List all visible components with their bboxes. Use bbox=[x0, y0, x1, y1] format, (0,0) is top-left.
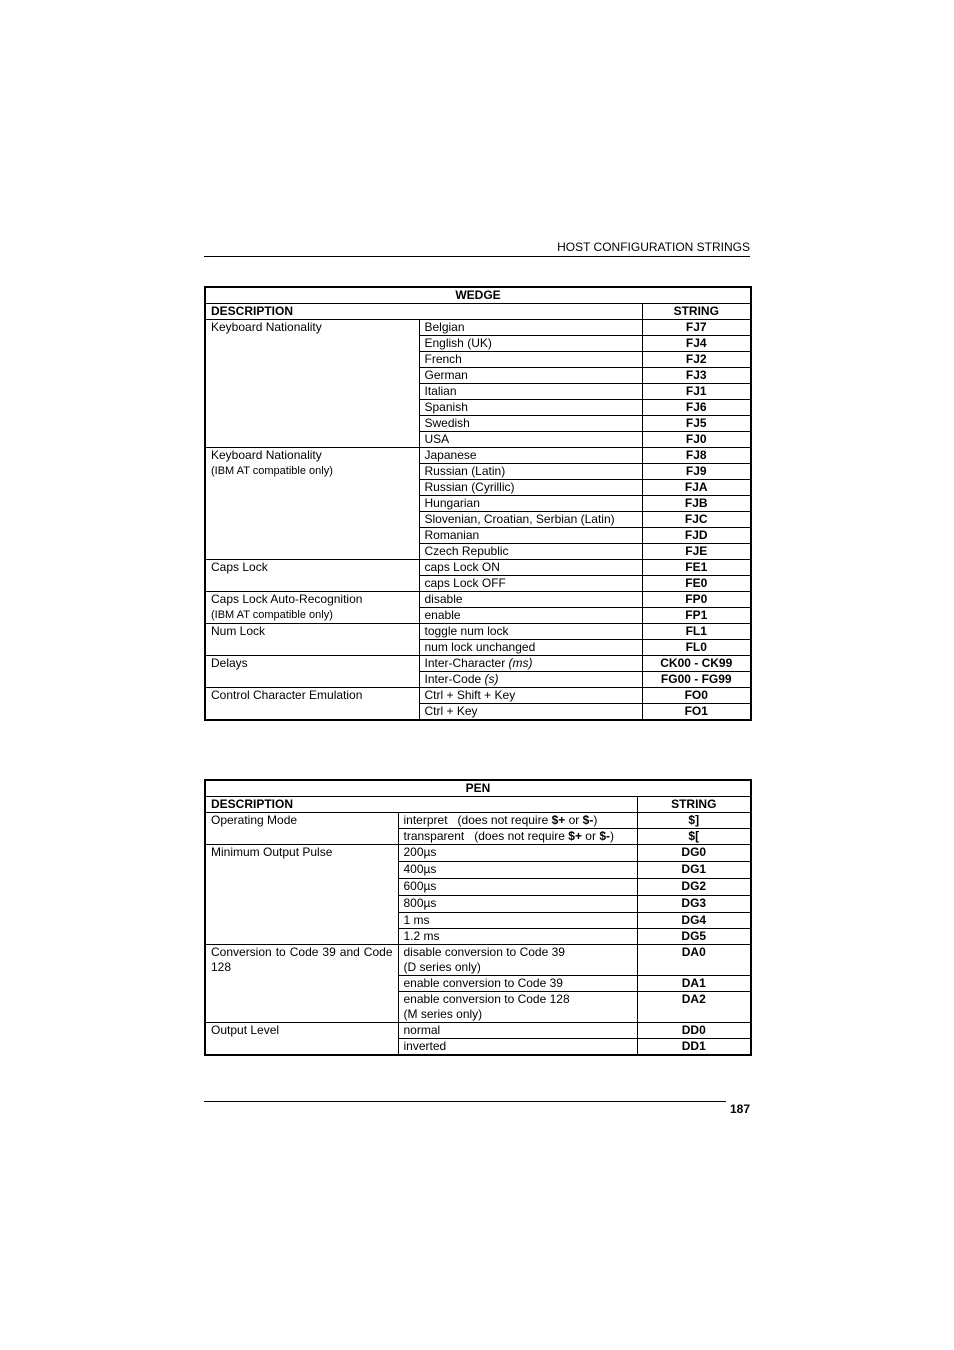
option-cell: enable conversion to Code 128 (M series only) bbox=[398, 992, 637, 1023]
option-cell: 1 ms bbox=[398, 913, 637, 929]
table-row bbox=[205, 1023, 751, 1039]
pen-col-string: STRING bbox=[637, 797, 751, 813]
group-label: Delays bbox=[205, 656, 419, 688]
string-cell: FJ6 bbox=[642, 400, 751, 416]
string-cell: FE1 bbox=[642, 560, 751, 576]
string-cell: DG2 bbox=[637, 879, 751, 896]
group-label: Minimum Output Pulse bbox=[205, 845, 398, 945]
string-cell: DG4 bbox=[637, 913, 751, 929]
string-cell: DG3 bbox=[637, 896, 751, 913]
pen-col-description: DESCRIPTION bbox=[205, 797, 637, 813]
option-cell: Inter-Code (s) bbox=[419, 672, 642, 688]
option-cell: normal bbox=[398, 1023, 637, 1039]
string-cell: FE0 bbox=[642, 576, 751, 592]
group-label: Conversion to Code 39 and Code 128 bbox=[205, 945, 398, 1023]
footer-rule bbox=[204, 1101, 726, 1102]
string-cell: FO0 bbox=[642, 688, 751, 704]
string-cell: FJ9 bbox=[642, 464, 751, 480]
wedge-title-row bbox=[205, 287, 751, 304]
option-cell: interpret (does not require $+ or $-) bbox=[398, 813, 637, 829]
table-row bbox=[205, 592, 751, 608]
string-cell: FJ3 bbox=[642, 368, 751, 384]
option-cell: German bbox=[419, 368, 642, 384]
string-cell: DA2 bbox=[637, 992, 751, 1023]
string-cell: FJE bbox=[642, 544, 751, 560]
option-cell: English (UK) bbox=[419, 336, 642, 352]
table-row bbox=[205, 656, 751, 672]
option-cell: 400µs bbox=[398, 862, 637, 879]
string-cell: FJ4 bbox=[642, 336, 751, 352]
option-cell: caps Lock ON bbox=[419, 560, 642, 576]
group-note: (IBM AT compatible only) bbox=[211, 609, 333, 621]
option-cell: Ctrl + Shift + Key bbox=[419, 688, 642, 704]
string-cell: FJA bbox=[642, 480, 751, 496]
group-label: Operating Mode bbox=[205, 813, 398, 845]
option-cell: enable bbox=[419, 608, 642, 624]
wedge-col-description: DESCRIPTION bbox=[205, 304, 642, 320]
string-cell: FJ0 bbox=[642, 432, 751, 448]
string-cell: FJ5 bbox=[642, 416, 751, 432]
string-cell: DA1 bbox=[637, 976, 751, 992]
option-cell: num lock unchanged bbox=[419, 640, 642, 656]
option-cell: USA bbox=[419, 432, 642, 448]
option-cell: 200µs bbox=[398, 845, 637, 862]
option-cell: Japanese bbox=[419, 448, 642, 464]
option-cell: transparent (does not require $+ or $-) bbox=[398, 829, 637, 845]
string-cell: FJ2 bbox=[642, 352, 751, 368]
option-cell: disable conversion to Code 39 (D series only) bbox=[398, 945, 637, 976]
string-cell: CK00 - CK99 bbox=[642, 656, 751, 672]
option-cell: toggle num lock bbox=[419, 624, 642, 640]
string-cell: DD1 bbox=[637, 1039, 751, 1056]
string-cell: DA0 bbox=[637, 945, 751, 976]
option-cell: inverted bbox=[398, 1039, 637, 1056]
option-cell: caps Lock OFF bbox=[419, 576, 642, 592]
page-header-title: HOST CONFIGURATION STRINGS bbox=[557, 240, 750, 254]
group-label: Keyboard Nationality (IBM AT compatible only) bbox=[205, 448, 419, 560]
string-cell: FG00 - FG99 bbox=[642, 672, 751, 688]
wedge-title: WEDGE bbox=[205, 287, 751, 304]
group-label: Keyboard Nationality bbox=[205, 320, 419, 448]
option-cell: 1.2 ms bbox=[398, 929, 637, 945]
string-cell: FP0 bbox=[642, 592, 751, 608]
option-note: (D series only) bbox=[403, 960, 481, 974]
option-cell: disable bbox=[419, 592, 642, 608]
table-row bbox=[205, 845, 751, 862]
group-label: Output Level bbox=[205, 1023, 398, 1056]
header-rule bbox=[204, 256, 750, 257]
string-cell: FJ1 bbox=[642, 384, 751, 400]
string-cell: DG5 bbox=[637, 929, 751, 945]
table-row bbox=[205, 448, 751, 464]
option-cell: Slovenian, Croatian, Serbian (Latin) bbox=[419, 512, 642, 528]
wedge-col-string: STRING bbox=[642, 304, 751, 320]
option-cell: enable conversion to Code 39 bbox=[398, 976, 637, 992]
pen-table bbox=[204, 779, 752, 1056]
string-cell: FJB bbox=[642, 496, 751, 512]
string-cell: DG0 bbox=[637, 845, 751, 862]
string-cell: FJ8 bbox=[642, 448, 751, 464]
table-row bbox=[205, 624, 751, 640]
option-cell: Russian (Latin) bbox=[419, 464, 642, 480]
group-note: (IBM AT compatible only) bbox=[211, 465, 333, 477]
group-label: Control Character Emulation bbox=[205, 688, 419, 721]
string-cell: DD0 bbox=[637, 1023, 751, 1039]
string-cell: FJC bbox=[642, 512, 751, 528]
wedge-table bbox=[204, 286, 752, 721]
string-cell: FP1 bbox=[642, 608, 751, 624]
table-row bbox=[205, 560, 751, 576]
string-cell: FL0 bbox=[642, 640, 751, 656]
option-cell: French bbox=[419, 352, 642, 368]
option-cell: 800µs bbox=[398, 896, 637, 913]
string-cell: $] bbox=[637, 813, 751, 829]
unit-label: (ms) bbox=[508, 656, 533, 670]
option-cell: Italian bbox=[419, 384, 642, 400]
group-label: Caps Lock bbox=[205, 560, 419, 592]
table-row bbox=[205, 813, 751, 829]
string-cell: $[ bbox=[637, 829, 751, 845]
pen-title: PEN bbox=[205, 780, 751, 797]
string-cell: DG1 bbox=[637, 862, 751, 879]
option-cell: Spanish bbox=[419, 400, 642, 416]
option-cell: Inter-Character (ms) bbox=[419, 656, 642, 672]
string-cell: FO1 bbox=[642, 704, 751, 721]
option-cell: Romanian bbox=[419, 528, 642, 544]
option-cell: Swedish bbox=[419, 416, 642, 432]
wedge-header-row bbox=[205, 304, 751, 320]
option-cell: Ctrl + Key bbox=[419, 704, 642, 721]
string-cell: FJD bbox=[642, 528, 751, 544]
unit-label: (s) bbox=[484, 672, 499, 686]
option-cell: Hungarian bbox=[419, 496, 642, 512]
option-cell: Russian (Cyrillic) bbox=[419, 480, 642, 496]
option-note: (M series only) bbox=[403, 1007, 483, 1021]
option-cell: 600µs bbox=[398, 879, 637, 896]
table-row bbox=[205, 320, 751, 336]
table-row bbox=[205, 688, 751, 704]
page-number: 187 bbox=[729, 1102, 750, 1116]
group-label: Caps Lock Auto-Recognition (IBM AT compatible only) bbox=[205, 592, 419, 624]
group-label: Num Lock bbox=[205, 624, 419, 656]
string-cell: FL1 bbox=[642, 624, 751, 640]
option-cell: Belgian bbox=[419, 320, 642, 336]
pen-header-row bbox=[205, 797, 751, 813]
table-row bbox=[205, 945, 751, 976]
option-cell: Czech Republic bbox=[419, 544, 642, 560]
pen-title-row bbox=[205, 780, 751, 797]
string-cell: FJ7 bbox=[642, 320, 751, 336]
